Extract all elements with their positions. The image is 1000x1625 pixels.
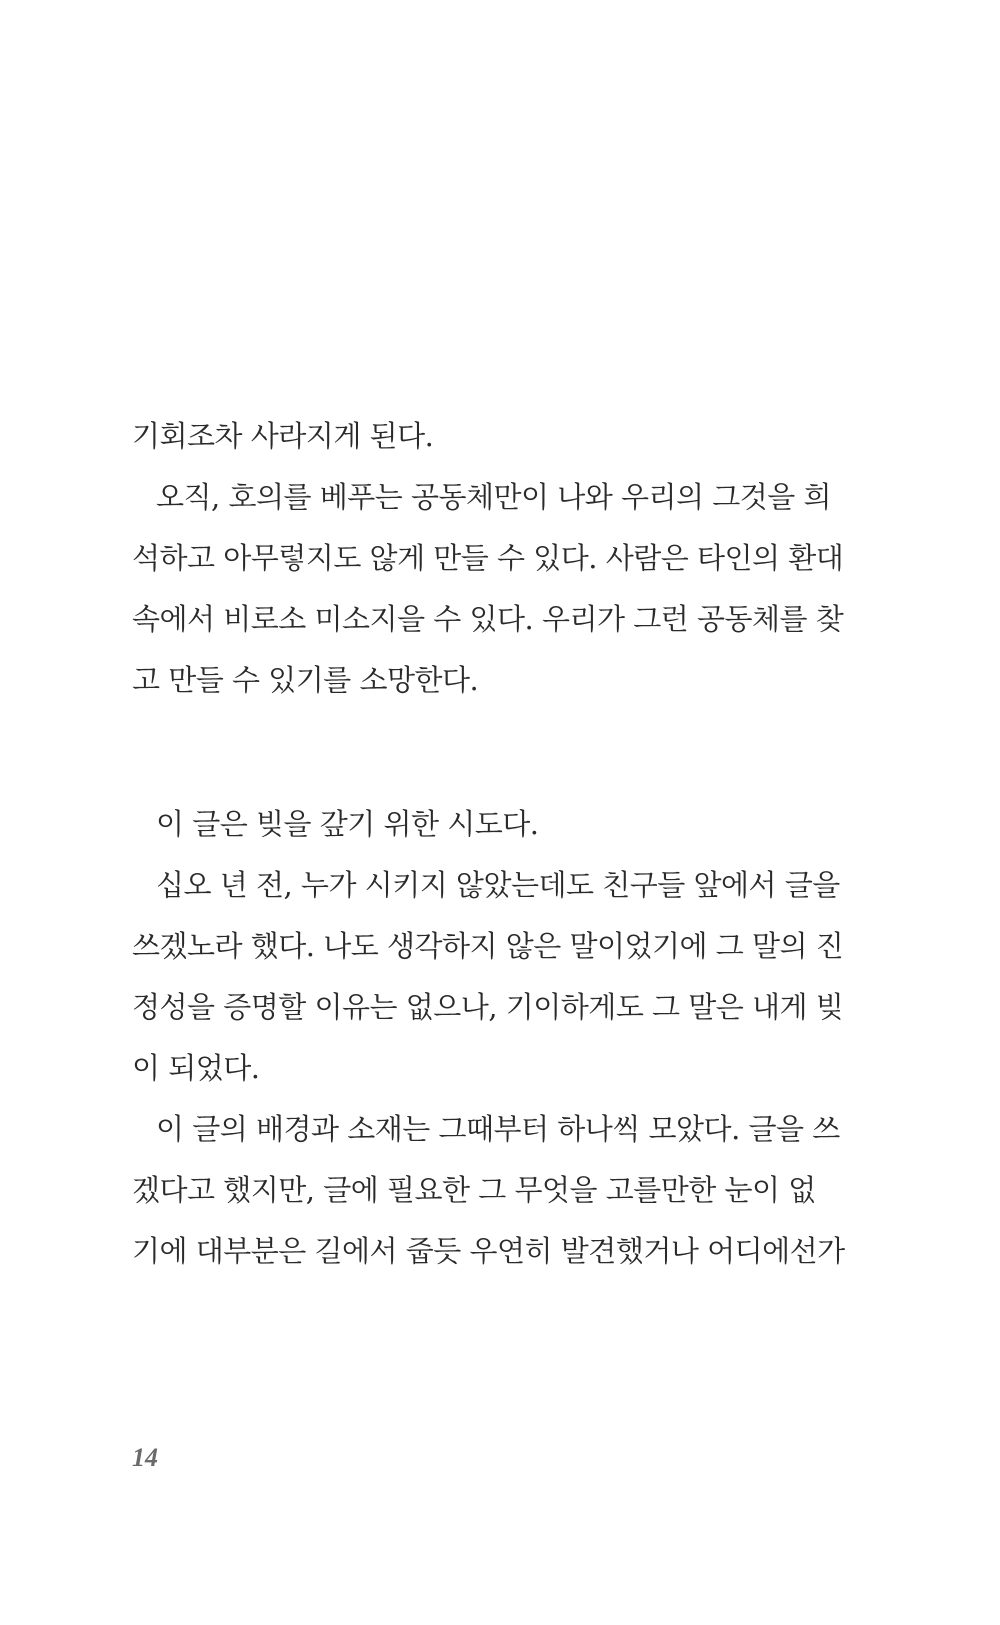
text-line: 기에 대부분은 길에서 줍듯 우연히 발견했거나 어디에선가 [132, 1234, 845, 1268]
text-line: 정성을 증명할 이유는 없으나, 기이하게도 그 말은 내게 빚 [132, 990, 844, 1024]
text-line: 겠다고 했지만, 글에 필요한 그 무엇을 고를만한 눈이 없 [132, 1173, 816, 1207]
text-line: 기회조차 사라지게 된다. [132, 419, 434, 453]
text-line: 오직, 호의를 베푸는 공동체만이 나와 우리의 그것을 희 [156, 480, 832, 514]
text-line: 고 만들 수 있기를 소망한다. [132, 663, 479, 697]
text-line: 석하고 아무렇지도 않게 만들 수 있다. 사람은 타인의 환대 [132, 541, 844, 575]
page-number: 14 [132, 1443, 158, 1472]
text-line: 이 되었다. [132, 1051, 260, 1085]
paragraph-block-bottom [132, 794, 845, 1282]
text-line: 이 글의 배경과 소재는 그때부터 하나씩 모았다. 글을 쓰 [156, 1112, 840, 1146]
text-line: 이 글은 빚을 갚기 위한 시도다. [156, 807, 539, 841]
text-line: 쓰겠노라 했다. 나도 생각하지 않은 말이었기에 그 말의 진 [132, 929, 844, 963]
paragraph-block-top [132, 406, 844, 711]
text-line: 십오 년 전, 누가 시키지 않았는데도 친구들 앞에서 글을 [156, 868, 840, 902]
text-line: 속에서 비로소 미소지을 수 있다. 우리가 그런 공동체를 찾 [132, 602, 844, 636]
